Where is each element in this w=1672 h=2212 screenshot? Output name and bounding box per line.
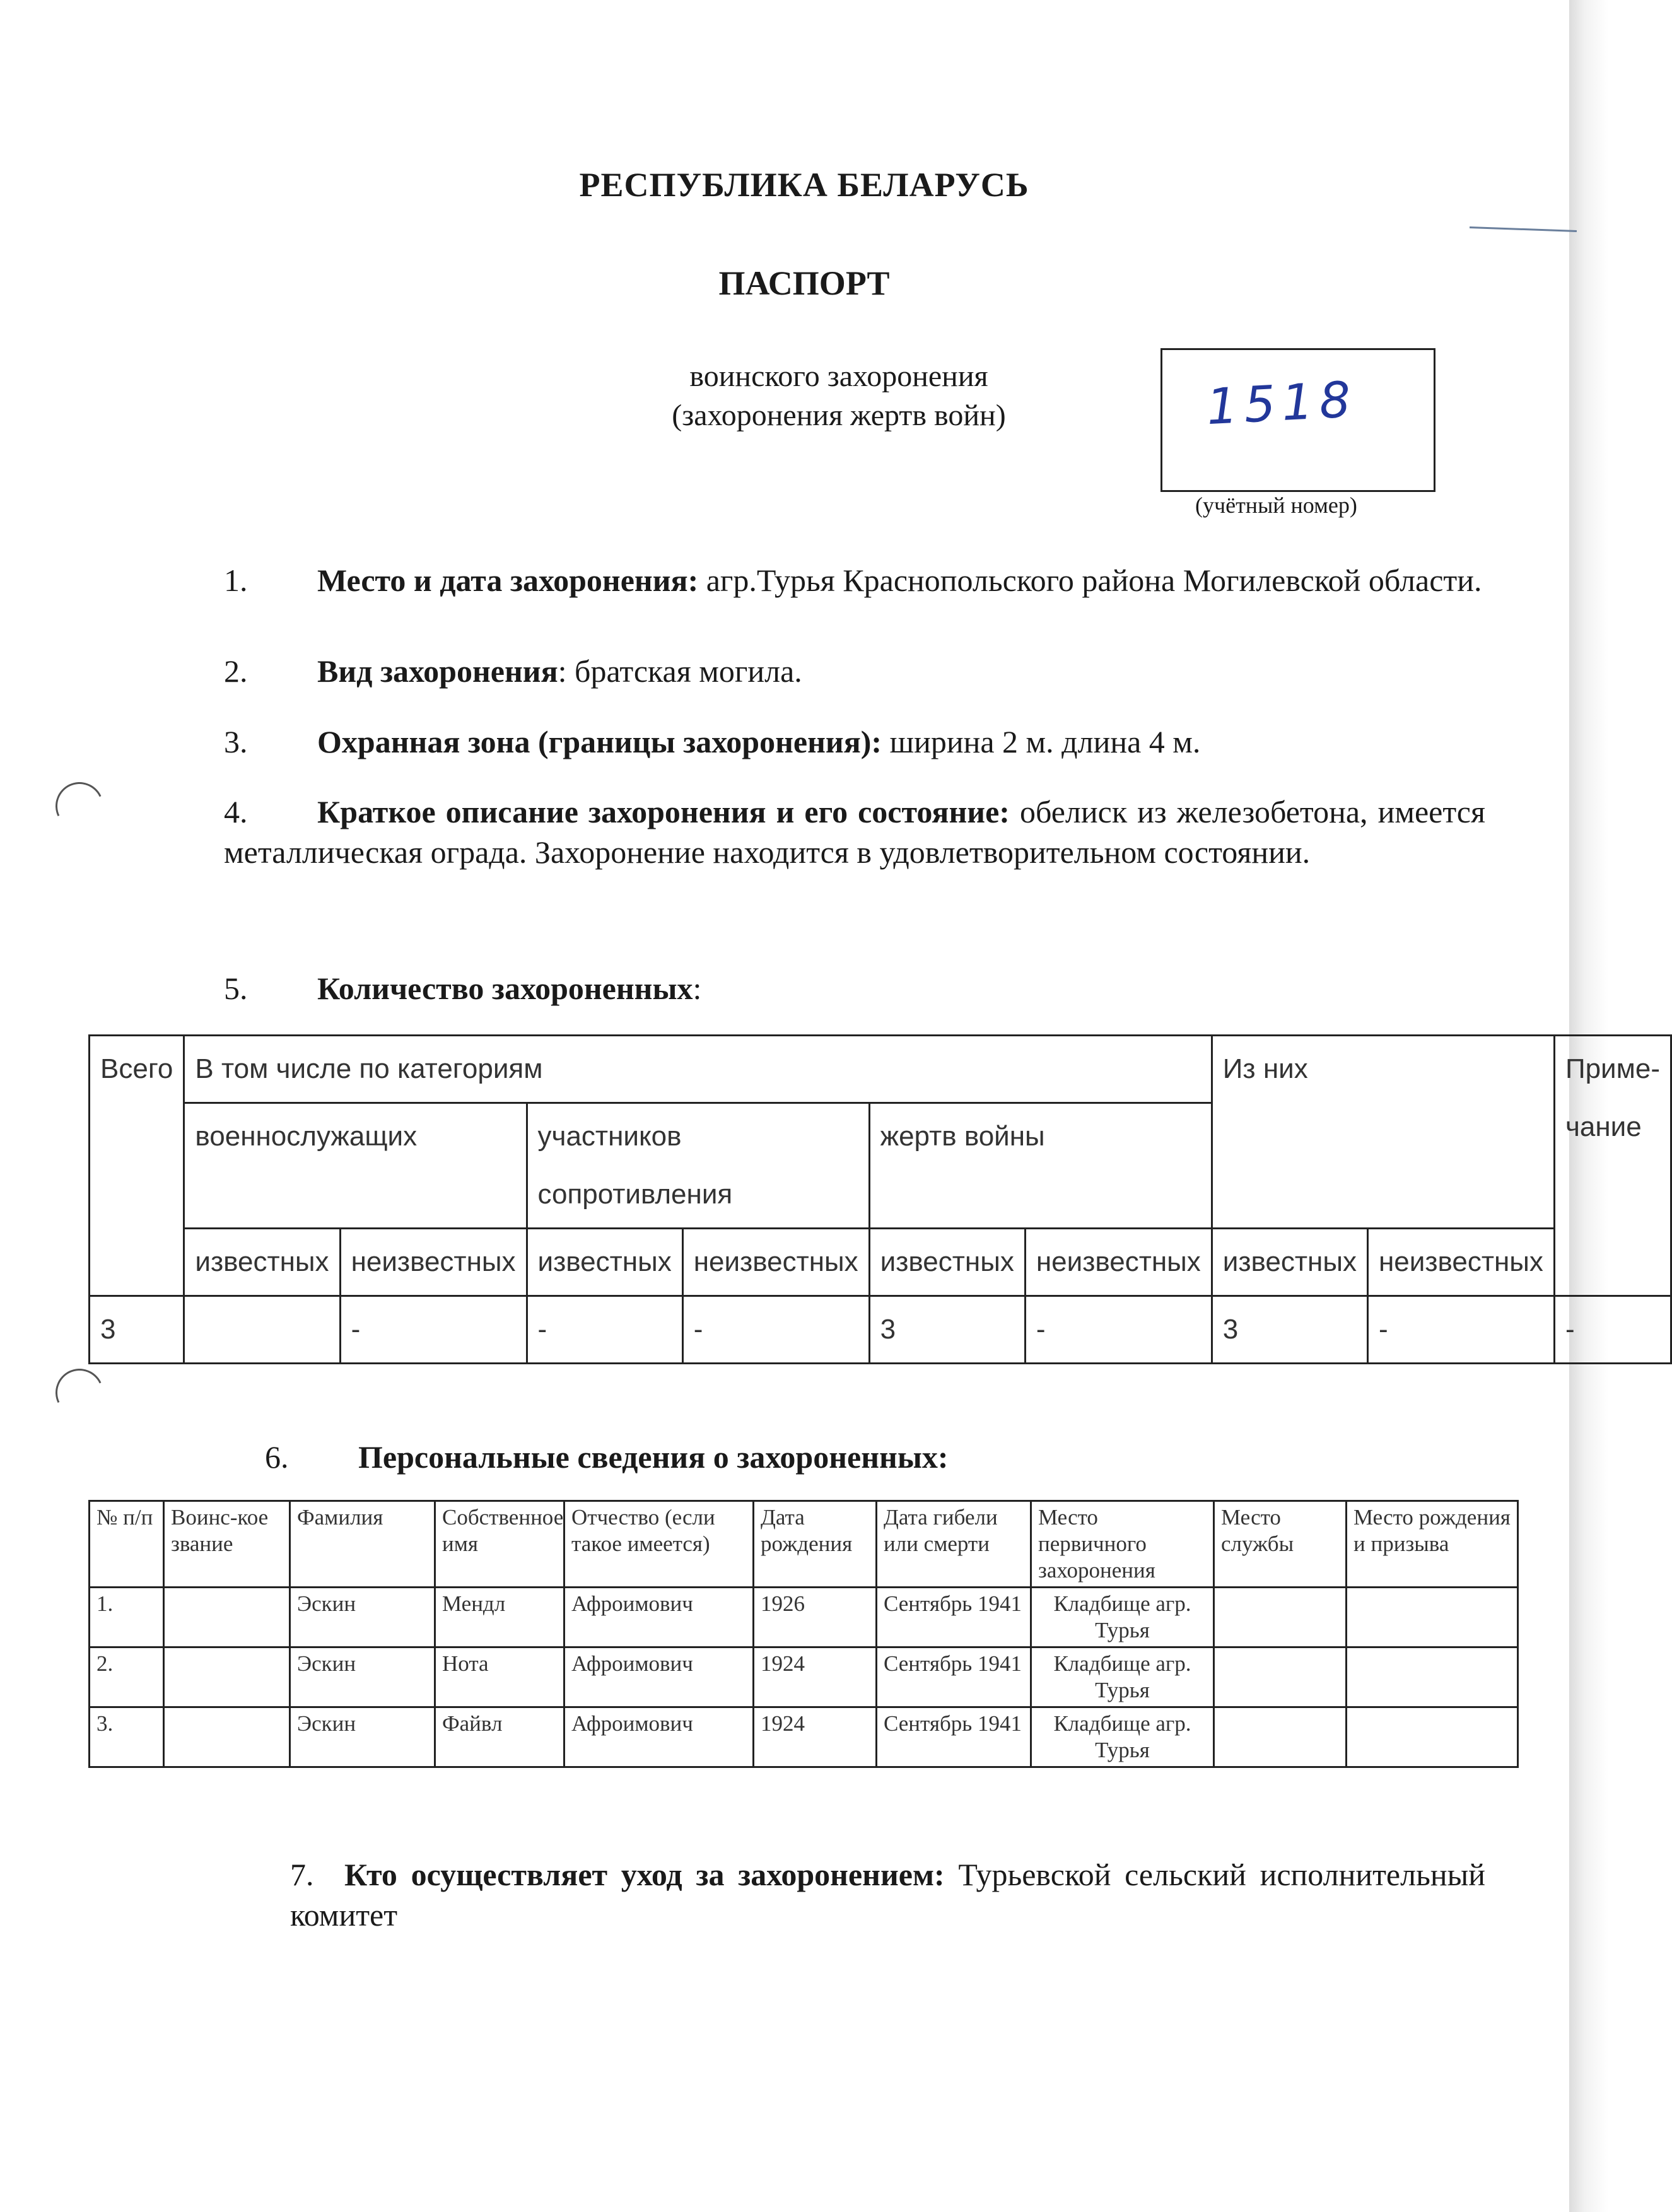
header-birth-place: Место рождения и призыва [1347, 1501, 1518, 1588]
header-known: известных [184, 1229, 340, 1296]
cell-military-known [184, 1296, 340, 1364]
cell-rank [164, 1588, 290, 1647]
cell-birth-place [1347, 1707, 1518, 1767]
table-row [90, 1296, 1671, 1364]
cell-surname: Эскин [290, 1707, 435, 1767]
table-row [90, 1588, 1518, 1647]
item-label: Количество захороненных [317, 971, 693, 1006]
item-label: Место и дата захоронения: [317, 563, 699, 598]
cell-resistance-unknown: - [682, 1296, 869, 1364]
header-categories: В том числе по категориям [184, 1036, 1212, 1103]
item-number: 7. [290, 1857, 314, 1892]
cell-note: - [1554, 1296, 1671, 1364]
header-note: Приме-чание [1554, 1036, 1671, 1296]
cell-first-name: Нота [435, 1647, 564, 1707]
cell-victims-known: 3 [869, 1296, 1025, 1364]
item-label: Кто осуществляет уход за захоронением: [344, 1857, 945, 1892]
header-death-date: Дата гибели или смерти [877, 1501, 1031, 1588]
cell-primary-burial: Кладбище агр. Турья [1031, 1588, 1214, 1647]
cell-birth-place [1347, 1647, 1518, 1707]
cell-birth-date: 1926 [754, 1588, 877, 1647]
cell-first-name: Файвл [435, 1707, 564, 1767]
cell-surname: Эскин [290, 1588, 435, 1647]
registration-number: 1518 [1205, 371, 1359, 436]
cell-victims-unknown: - [1025, 1296, 1212, 1364]
header-first-name: Собственное имя [435, 1501, 564, 1588]
item-label: Персональные сведения о захороненных: [358, 1439, 949, 1475]
cell-patronymic: Афроимович [564, 1588, 754, 1647]
table-header-row [90, 1501, 1518, 1588]
item-2 [224, 651, 1485, 691]
cell-patronymic: Афроимович [564, 1647, 754, 1707]
pen-mark [1470, 226, 1577, 232]
personal-table [88, 1500, 1519, 1768]
header-victims: жертв войны [869, 1103, 1212, 1229]
item-number: 6. [265, 1439, 289, 1475]
cell-patronymic: Афроимович [564, 1707, 754, 1767]
item-6 [265, 1437, 1526, 1477]
cell-birth-date: 1924 [754, 1707, 877, 1767]
item-3 [224, 722, 1485, 762]
cell-number: 1. [90, 1588, 164, 1647]
item-7 [290, 1854, 1485, 1935]
punch-hole-mark [49, 775, 110, 836]
header-unknown: неизвестных [682, 1229, 869, 1296]
cell-primary-burial: Кладбище агр. Турья [1031, 1647, 1214, 1707]
punch-hole-mark [49, 1362, 110, 1423]
document-title: ПАСПОРТ [718, 264, 890, 302]
table-row [90, 1647, 1518, 1707]
registration-caption: (учётный номер) [1195, 493, 1357, 518]
cell-of-them-known: 3 [1212, 1296, 1367, 1364]
item-5 [224, 968, 1485, 1009]
cell-service-place [1214, 1647, 1347, 1707]
cell-primary-burial: Кладбище агр. Турья [1031, 1707, 1214, 1767]
cell-military-unknown: - [340, 1296, 527, 1364]
item-4 [224, 792, 1485, 872]
header-unknown: неизвестных [1025, 1229, 1212, 1296]
header-known: известных [869, 1229, 1025, 1296]
header-total: Всего [90, 1036, 184, 1296]
item-value: ширина 2 м. длина 4 м. [882, 724, 1201, 759]
cell-death-date: Сентябрь 1941 [877, 1707, 1031, 1767]
item-label: Краткое описание захоронения и его состояние: [317, 794, 1010, 829]
header-military: военнослужащих [184, 1103, 527, 1229]
item-value: Турьевской сельский исполнительный комитет [290, 1857, 1485, 1933]
cell-service-place [1214, 1707, 1347, 1767]
header-patronymic: Отчество (если такое имеется) [564, 1501, 754, 1588]
cell-birth-date: 1924 [754, 1647, 877, 1707]
item-label: Охранная зона (границы захоронения): [317, 724, 882, 759]
item-number: 3. [224, 724, 248, 759]
header-surname: Фамилия [290, 1501, 435, 1588]
header-unknown: неизвестных [340, 1229, 527, 1296]
item-value: агр.Турья Краснопольского района Могилевской области. [698, 563, 1482, 598]
header-of-them: Из них [1212, 1036, 1554, 1229]
item-value: : братская могила. [558, 653, 802, 689]
registration-number-box [1160, 348, 1435, 492]
cell-service-place [1214, 1588, 1347, 1647]
item-number: 4. [224, 794, 248, 829]
header-primary-burial: Место первичного захоронения [1031, 1501, 1214, 1588]
item-value: обелиск из железобетона, имеется металлическая ограда. Захоронение находится в удовлетворительном состоянии. [224, 794, 1486, 870]
header-number: № п/п [90, 1501, 164, 1588]
item-1 [224, 560, 1485, 600]
header-service-place: Место службы [1214, 1501, 1347, 1588]
table-row [90, 1707, 1518, 1767]
cell-first-name: Мендл [435, 1588, 564, 1647]
cell-death-date: Сентябрь 1941 [877, 1647, 1031, 1707]
cell-rank [164, 1707, 290, 1767]
document-subtitle [555, 357, 1123, 435]
cell-surname: Эскин [290, 1647, 435, 1707]
cell-number: 2. [90, 1647, 164, 1707]
cell-resistance-known: - [527, 1296, 682, 1364]
country-title: РЕСПУБЛИКА БЕЛАРУСЬ [579, 166, 1029, 204]
cell-number: 3. [90, 1707, 164, 1767]
cell-death-date: Сентябрь 1941 [877, 1588, 1031, 1647]
cell-total: 3 [90, 1296, 184, 1364]
cell-birth-place [1347, 1588, 1518, 1647]
header-unknown: неизвестных [1367, 1229, 1554, 1296]
item-number: 1. [224, 563, 248, 598]
header-resistance: участников сопротивления [527, 1103, 869, 1229]
header-birth-date: Дата рождения [754, 1501, 877, 1588]
header-known: известных [527, 1229, 682, 1296]
subtitle-line-2: (захоронения жертв войн) [672, 399, 1006, 432]
item-label: Вид захоронения [317, 653, 558, 689]
header-rank: Воинс-кое звание [164, 1501, 290, 1588]
header-known: известных [1212, 1229, 1367, 1296]
cell-of-them-unknown: - [1367, 1296, 1554, 1364]
subtitle-line-1: воинского захоронения [689, 360, 988, 393]
item-number: 5. [224, 971, 248, 1006]
quantity-table [88, 1034, 1672, 1364]
item-number: 2. [224, 653, 248, 689]
cell-rank [164, 1647, 290, 1707]
item-value: : [693, 971, 702, 1006]
